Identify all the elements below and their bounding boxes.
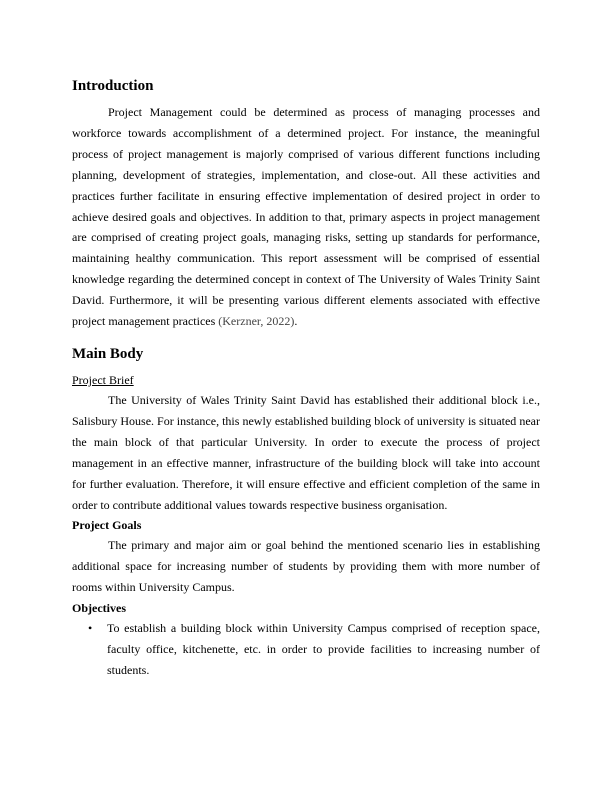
bullet-icon: • — [88, 621, 93, 636]
introduction-text: Project Management could be determined as process of managing processes and workforce towards accomplishment of a determined project. For instance, the meaningful process of project management is majorly comprised of various different functions including planning, development of strategies, implementation, and close-out. All these activities and practices further facilitate in ensuring effective implementation of desired project in order to achieve desired goals and objectives. In addition to that, primary aspects in project management are comprised of creating project goals, managing risks, setting up standards for performance, maintaining healthy communication. This report assessment will be comprised of essential knowledge regarding the determined concept in context of The University of Wales Trinity Saint David. Furthermore, it will be presenting various different elements associated with effective project management practices — [72, 105, 540, 329]
project-goals-paragraph: The primary and major aim or goal behind the mentioned scenario lies in establishing additional space for increasing number of students by providing them with more number of rooms within University Campus. — [72, 538, 540, 595]
introduction-citation: (Kerzner, 2022) — [218, 314, 295, 329]
project-brief-heading: Project Brief — [72, 372, 134, 387]
objectives-heading: Objectives — [72, 601, 126, 616]
introduction-end: . — [294, 314, 298, 329]
objectives-list — [72, 618, 540, 681]
project-goals-heading: Project Goals — [72, 518, 142, 533]
objective-text: To establish a building block within University Campus comprised of reception space, faculty office, kitchenette, etc. in order to provide facilities to increasing number of students. — [107, 621, 540, 677]
objective-item — [72, 618, 540, 681]
document-page — [72, 76, 540, 681]
introduction-paragraph — [72, 102, 540, 332]
introduction-heading: Introduction — [72, 78, 154, 94]
main-body-heading: Main Body — [72, 345, 144, 362]
project-brief-paragraph: The University of Wales Trinity Saint David has established their additional block i.e., Salisbury House. For instance, this newly established building block of university is situated near the main block of that particular University. In order to execute the process of project management in an effective manner, infrastructure of the building block will take into account for further evaluation. Therefore, it will ensure effective and efficient completion of the same in order to contribute additional values towards respective business organisation. — [72, 392, 540, 512]
